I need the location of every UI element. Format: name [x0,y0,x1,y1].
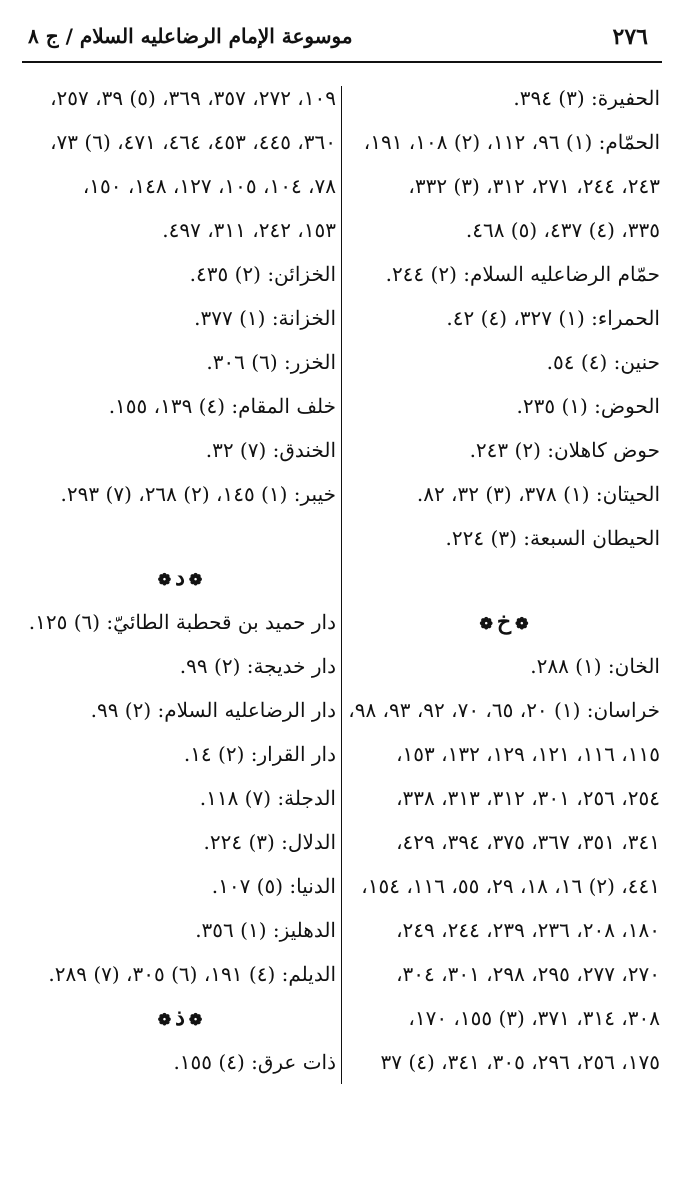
index-entry: حوض كاهلان: (٢) ٢٤٣. [469,438,660,462]
page-number: ٢٧٦ [612,24,648,50]
index-entry: الدجلة: (٧) ١١٨. [199,786,336,810]
index-entry: الديلم: (٤) ١٩١، (٦) ٣٠٥، (٧) ٢٨٩. [48,962,336,986]
index-entry: الحيطان السبعة: (٣) ٢٢٤. [445,526,660,550]
index-entry: دار الرضاعليه السلام: (٢) ٩٩. [90,698,336,722]
section-heading-kha [348,600,660,644]
index-entry: الحمراء: (١) ٣٢٧، (٤) ٤٢. [446,306,660,330]
index-entry: ١٧٥، ٢٥٦، ٢٩٦، ٣٠٥، ٣٤١، (٤) ٣٧ [380,1050,660,1074]
index-entry: الدنيا: (٥) ١٠٧. [211,874,336,898]
index-entry: ١١٥، ١١٦، ١٢١، ١٢٩، ١٣٢، ١٥٣، [396,742,660,766]
index-entry: خيبر: (١) ١٤٥، (٢) ٢٦٨، (٧) ٢٩٣. [60,482,336,506]
index-entry: دار حميد بن قحطبة الطائيّ: (٦) ١٢٥. [28,610,336,634]
index-entry: ٢٤٣، ٢٤٤، ٢٧١، ٣١٢، (٣) ٣٣٢، [408,174,660,198]
index-entry: الحفيرة: (٣) ٣٩٤. [513,86,660,110]
section-letter: ذ [175,1005,185,1031]
ornament-icon: ❁ [479,614,493,633]
index-entry: ٧٨، ١٠٤، ١٠٥، ١٢٧، ١٤٨، ١٥٠، [82,174,336,198]
index-entry: خلف المقام: (٤) ١٣٩، ١٥٥. [108,394,336,418]
index-entry: الدهليز: (١) ٣٥٦. [195,918,336,942]
section-heading-dhal [24,996,336,1040]
index-entry: دار خديجة: (٢) ٩٩. [179,654,336,678]
index-entry: ١٠٩، ٢٧٢، ٣٥٧، ٣٦٩، (٥) ٣٩، ٢٥٧، [50,86,336,110]
index-entry: ١٨٠، ٢٠٨، ٢٣٦، ٢٣٩، ٢٤٤، ٢٤٩، [396,918,660,942]
ornament-icon: ❁ [157,1010,172,1029]
index-entry: ٣٣٥، (٤) ٤٣٧، (٥) ٤٦٨. [465,218,660,242]
index-entry: الخان: (١) ٢٨٨. [530,654,660,678]
index-entry: خراسان: (١) ٢٠، ٦٥، ٧٠، ٩٢، ٩٣، ٩٨، [348,698,660,722]
ornament-icon: ❁ [157,570,172,589]
index-entry: الخزر: (٦) ٣٠٦. [206,350,336,374]
index-entry: ٣٤١، ٣٥١، ٣٦٧، ٣٧٥، ٣٩٤، ٤٢٩، [396,830,660,854]
ornament-icon: ❁ [188,570,203,589]
page-header [22,18,662,62]
index-entry: ٤٤١، (٢) ١٦، ١٨، ٢٩، ٥٥، ١١٦، ١٥٤، [361,874,660,898]
right-column [348,76,660,1084]
section-heading-dal [24,556,336,600]
index-entry: الدلال: (٣) ٢٢٤. [203,830,336,854]
index-entry: الحيتان: (١) ٣٧٨، (٣) ٣٢، ٨٢. [416,482,660,506]
header-rule [22,61,662,63]
section-letter: د [175,565,185,591]
index-entry: الحوض: (١) ٢٣٥. [516,394,660,418]
column-divider [341,86,342,1084]
running-title: موسوعة الإمام الرضاعليه السلام / ج ٨ [28,24,353,48]
section-letter: خ [496,609,512,635]
index-entry: دار القرار: (٢) ١٤. [183,742,336,766]
ornament-icon: ❁ [188,1010,203,1029]
index-entry: ٣٠٨، ٣١٤، ٣٧١، (٣) ١٥٥، ١٧٠، [408,1006,660,1030]
index-entry: ١٥٣، ٢٤٢، ٣١١، ٤٩٧. [162,218,336,242]
index-entry: ذات عرق: (٤) ١٥٥. [173,1050,336,1074]
index-entry: ٢٧٠، ٢٧٧، ٢٩٥، ٢٩٨، ٣٠١، ٣٠٤، [396,962,660,986]
index-entry: الحمّام: (١) ٩٦، ١١٢، (٢) ١٠٨، ١٩١، [363,130,660,154]
index-entry: ٣٦٠، ٤٤٥، ٤٥٣، ٤٦٤، ٤٧١، (٦) ٧٣، [50,130,336,154]
ornament-icon: ❁ [515,614,529,633]
index-entry: الخندق: (٧) ٣٢. [205,438,336,462]
index-entry: حمّام الرضاعليه السلام: (٢) ٢٤٤. [385,262,660,286]
index-entry: الخزانة: (١) ٣٧٧. [194,306,336,330]
left-column [24,76,336,1084]
index-entry: حنين: (٤) ٥٤. [546,350,660,374]
index-entry: الخزائن: (٢) ٤٣٥. [189,262,336,286]
index-entry: ٢٥٤، ٢٥٦، ٣٠١، ٣١٢، ٣١٣، ٣٣٨، [396,786,660,810]
